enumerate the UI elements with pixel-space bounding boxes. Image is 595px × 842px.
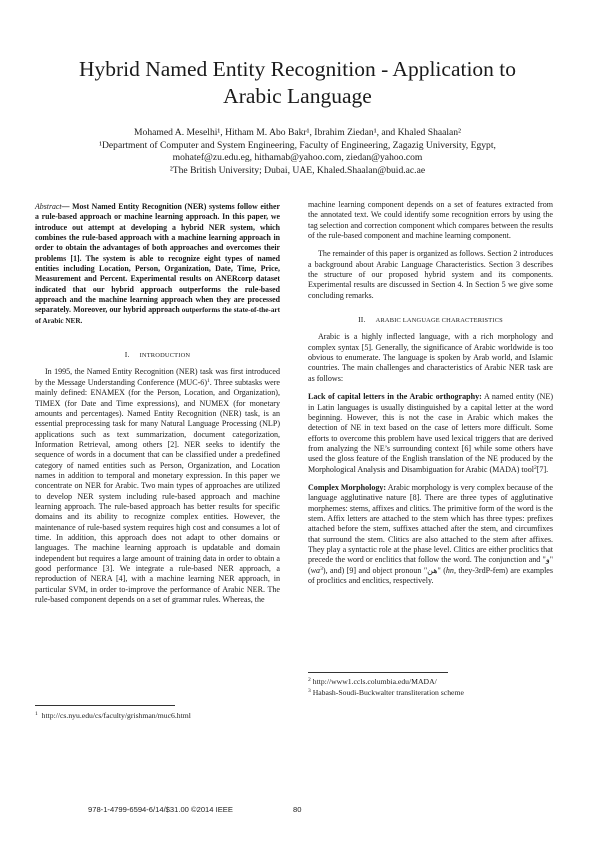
left-column [35, 202, 280, 605]
section-title: INTRODUCTION [139, 352, 191, 360]
footnote-mark: 3 [308, 688, 311, 694]
section-number: II. [358, 315, 366, 325]
abstract [35, 202, 280, 326]
footnote-mark: 1 [35, 711, 38, 717]
paragraph-text-end: they-3rdP-fem) are examples of proclitics and enclitics, respectively. [308, 565, 554, 585]
paragraph-text-end: [7]. [536, 464, 549, 474]
right-column [308, 200, 553, 586]
paragraph-heading: Lack of capital letters in the Arabic orthography: [308, 392, 482, 402]
intro-text-start: In 1995, the Named Entity Recognition (NER) task was first introduced by the Message Understanding Conference (MUC-6) [35, 367, 280, 387]
footnote-1 [35, 711, 191, 721]
footnote-ref: 2 [533, 464, 537, 471]
intro-paragraph [35, 367, 280, 605]
author-block [40, 127, 555, 177]
affiliation-2: ²The British University; Dubai, UAE, Khaled.Shaalan@buid.ac.ae [169, 164, 426, 176]
ml-paragraph: machine learning component depends on a set of features extracted from the annotated text. We could identify some recognition errors by using the tag selection and correction component which compares between the results of the rule-based component and machine learning component. [308, 200, 553, 241]
abstract-tail: outperforms the state-of-the-art of Arabic NER. [35, 306, 280, 325]
section-heading-arabic [308, 315, 553, 326]
copyright-notice: 978-1-4799-6594-6/14/$31.00 ©2014 IEEE [88, 805, 233, 814]
section-heading-introduction [35, 350, 280, 361]
paper-title: Hybrid Named Entity Recognition - Application to Arabic Language [78, 57, 517, 108]
footnote-2 [308, 677, 437, 687]
footnote-mark: 2 [308, 677, 311, 683]
section-number: I. [124, 350, 130, 360]
transliteration: wa [310, 565, 321, 575]
footnote-ref: 3 [320, 565, 323, 572]
morphology-paragraph [308, 483, 553, 586]
footnote-rule-right [308, 672, 448, 673]
abstract-label: Abstract [35, 202, 62, 211]
paragraph-heading: Complex Morphology: [308, 482, 387, 492]
authors-line: Mohamed A. Meselhi¹, Hitham M. Abo Bakr¹, Ibrahim Ziedan¹, and Khaled Shaalan² [134, 127, 461, 138]
abstract-text: — Most Named Entity Recognition (NER) systems follow either a rule-based approach or machine learning approach. In this paper, we introduce out attempt at developing a hybrid NER system, which combines the rule-based approach with a machine learning approach in order to obtain the advantages of both approaches and overcomes their problems [1]. The system is able to recognize eight types of named entities including Location, Person, Organization, Date, Time, Price, Measurement and Percent. Experimental results on ANERcorp dataset indicated that our hybrid approach outperforms the rule-based approach and the machine learning approach when they are processed separately. Moreover, our hybrid approach [35, 202, 280, 315]
page-number: 80 [293, 805, 302, 814]
arabic-intro-paragraph: Arabic is a highly inflected language, with a rich morphology and complex syntax [5]. Generally, the significance of Arabic worldwide is too obvious to enumerate. The language is spoken by Arab world, and Islamic countries. The main challenges and characteristics of Arabic NER task are as follows: [308, 332, 553, 383]
paragraph-text-mid: ), and) [9] and object pronoun "هن" ( [322, 565, 446, 575]
transliteration: hn, [445, 565, 456, 575]
footnote-ref: 1 [207, 377, 210, 384]
paragraph-text: A named entity (NE) in Latin languages is usually distinguished by a capital letter at the word beginning. However, this is not the case in Arabic which makes the detection of NE in text based on the case of letters more difficult. Some efforts to overcome this problem have used lexical triggers that are derived from analyzing the NE’s surrounding context [6] while some others have used the gloss feature of the English translation of the NE produced by the Morphological Analysis and Disambiguation for Arabic (MADA) tool [308, 392, 553, 474]
organization-paragraph: The remainder of this paper is organized as follows. Section 2 introduces a background about Arabic Language Characteristics. Section 3 describes the structure of our proposed hybrid system and its components. Experimental results are discussed in Section 4. In Section 5 we give some concluding remarks. [308, 249, 553, 300]
emails-1: mohatef@zu.edu.eg, hithamab@yahoo.com, ziedan@yahoo.com [172, 152, 423, 164]
paragraph-text: Arabic morphology is very complex because of the language agglutinative nature [8]. There are three types of agglutinative morphemes: stems, affixes and clitics. The primitive form of the word is the stem. Affix letters are attached to the stem which has three types: prefixes attached before the stem, suffixes attached after the stem, and circumfixes that surround the stem. Clitics are also attached to the stem after affixes. They play a syntactic role at the phase level. Clitics are either proclitics that precede the word or enclitics that follow the word. The conjunction and "و" ( [308, 482, 553, 575]
affiliation-1: ¹Department of Computer and System Engineering, Faculty of Engineering, Zagazig University, Egypt, [99, 139, 496, 151]
footnote-text: Habash-Soudi-Buckwalter transliteration scheme [312, 688, 464, 697]
footnote-text: http://cs.nyu.edu/cs/faculty/grishman/muc6.html [41, 711, 191, 720]
footnote-3 [308, 688, 464, 698]
section-title: ARABIC LANGUAGE CHARACTERISTICS [375, 317, 503, 325]
capital-letters-paragraph [308, 392, 553, 475]
footnote-rule-left [35, 705, 175, 706]
intro-text-rest: . Three subtasks were mainly defined: ENAMEX (for the Person, Location, and Organization), TIMEX (for Date and Time expressions), and NUMEX (for monetary amounts and percentages). Named Entity Recognition (NER) task, is an essential preprocessing task for many Natural Language Processing (NLP) applications such as text summarization, document categorization, Information Retrieval, among others [2]. NER seeks to identify the sequence of words in a document that can be classified under a predefined category of named entities such as Person, Organization, and Location names in addition to temporal and monetary expression. In this paper we concentrate on NER for Arabic. Two main types of approaches are utilized to develop NER system including rule-based approach and machine learning approach. The rule-based approach has better results for specific domains and its ability to recognize complex entities. However, the maintenance of rule-based system requires high cost and consumes a lot of time. In addition, this approach does not adapt to other domains or languages. The machine learning approach is updatable and domain independent but requires a large amount of training data in order to obtain a good performance [3]. We integrate a rule-based NER approach, a reproduction of NERA [4], with a machine learning NER approach, in particular SVM, in order to-improve the performance of Arabic NER. The rule-based component depends on a set of grammar rules. Whereas, the [35, 377, 280, 605]
footnote-text: http://www1.ccls.columbia.edu/MADA/ [312, 677, 437, 686]
